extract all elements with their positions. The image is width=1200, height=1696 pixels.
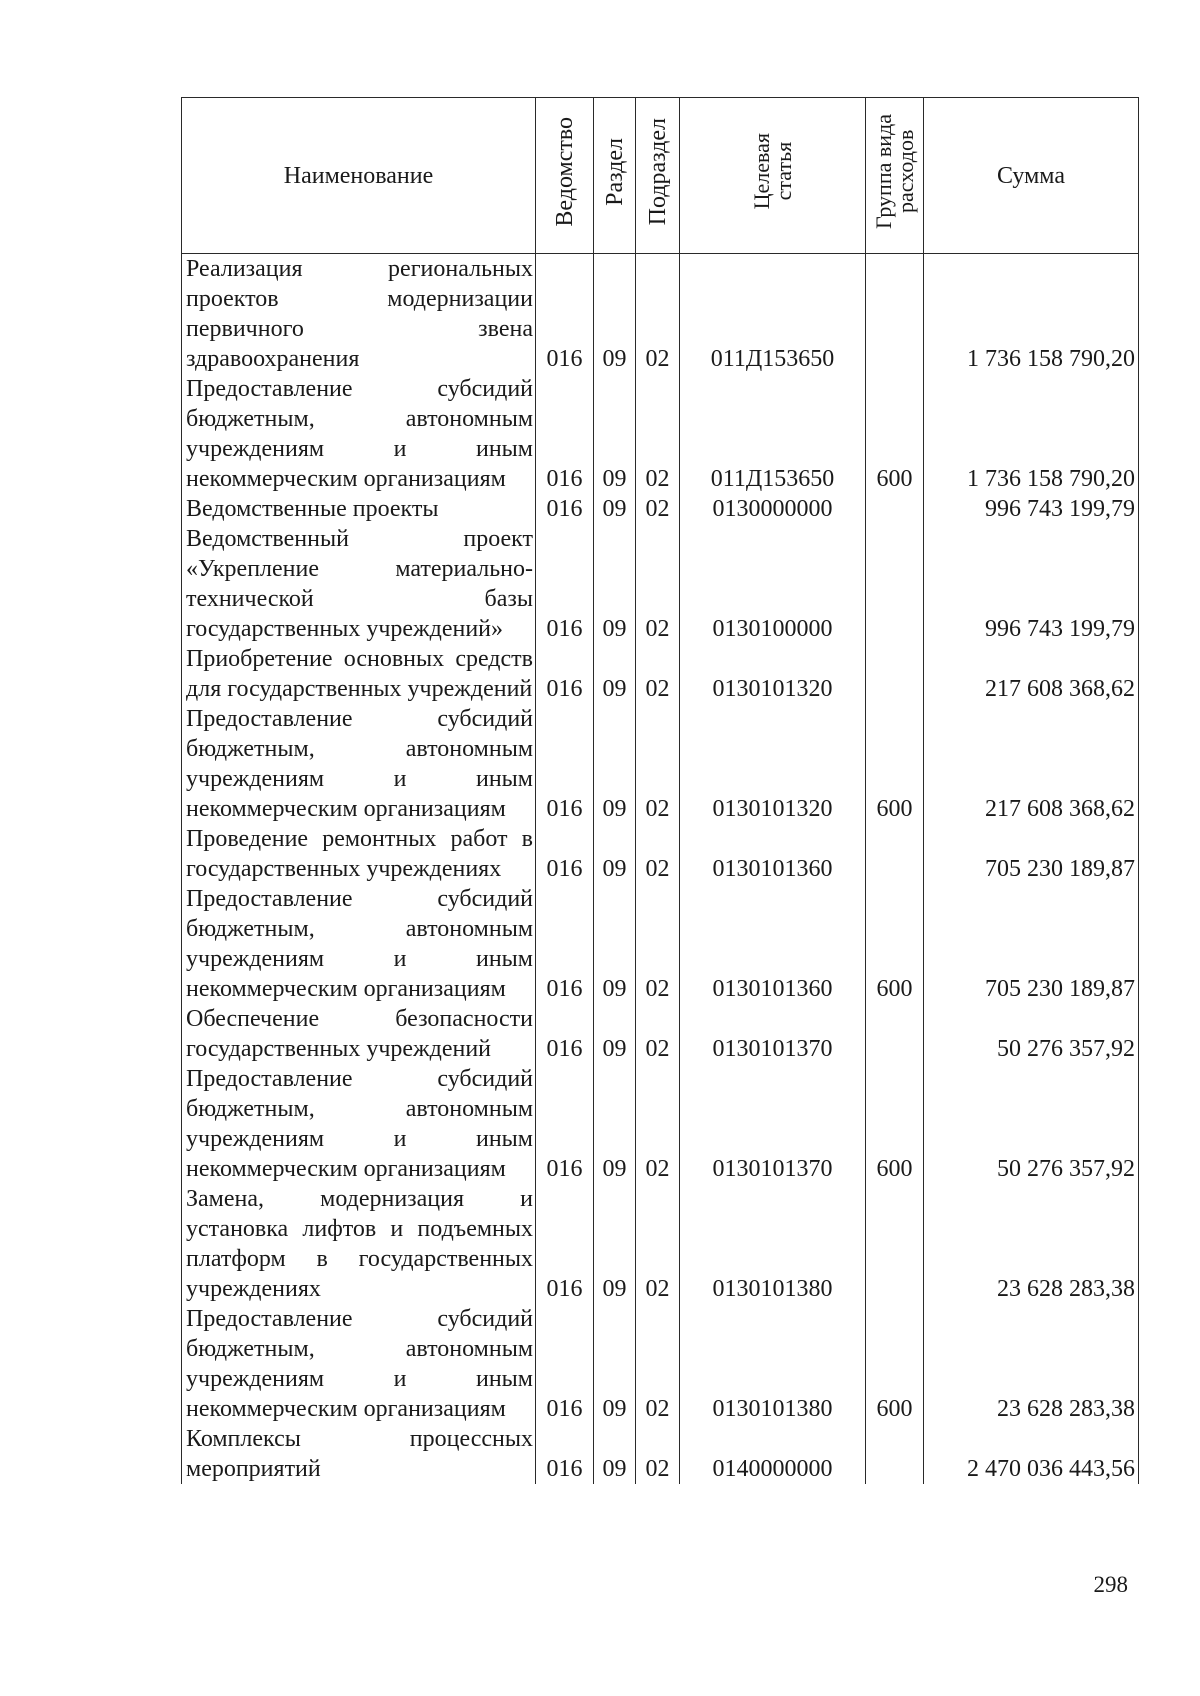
sum-cell: 23 628 283,38 — [924, 1304, 1139, 1424]
department-cell: 016 — [536, 644, 594, 704]
subsection-cell: 02 — [636, 494, 680, 524]
sum-cell: 217 608 368,62 — [924, 644, 1139, 704]
department-cell: 016 — [536, 524, 594, 644]
department-cell: 016 — [536, 824, 594, 884]
header-department: Ведомство — [536, 98, 594, 254]
target-article-cell: 0130101320 — [680, 644, 866, 704]
target-article-cell: 0130101360 — [680, 824, 866, 884]
sum-cell: 705 230 189,87 — [924, 884, 1139, 1004]
department-cell: 016 — [536, 374, 594, 494]
row-name-cell: Проведение ремонтных работ в государственных учреждениях — [182, 824, 536, 884]
sum-cell: 50 276 357,92 — [924, 1064, 1139, 1184]
subsection-cell: 02 — [636, 1424, 680, 1484]
subsection-cell: 02 — [636, 704, 680, 824]
target-article-cell: 0130101360 — [680, 884, 866, 1004]
department-cell: 016 — [536, 704, 594, 824]
subsection-cell: 02 — [636, 1064, 680, 1184]
department-cell: 016 — [536, 1184, 594, 1304]
row-name-cell: Ведомственные проекты — [182, 494, 536, 524]
section-cell: 09 — [594, 254, 636, 375]
row-name-cell: Комплексы процессных мероприятий — [182, 1424, 536, 1484]
page-number: 298 — [1093, 1572, 1128, 1597]
section-cell: 09 — [594, 1184, 636, 1304]
section-cell: 09 — [594, 1424, 636, 1484]
target-article-cell: 0130101380 — [680, 1304, 866, 1424]
section-cell: 09 — [594, 1064, 636, 1184]
budget-table — [181, 97, 1139, 1484]
header-subsection: Подраздел — [636, 98, 680, 254]
table-body — [182, 254, 1139, 1485]
expense-group-cell — [866, 1424, 924, 1484]
section-cell: 09 — [594, 704, 636, 824]
row-name-cell: Приобретение основных средств для государственных учреждений — [182, 644, 536, 704]
subsection-cell: 02 — [636, 884, 680, 1004]
section-cell: 09 — [594, 824, 636, 884]
subsection-cell: 02 — [636, 644, 680, 704]
table-row — [182, 884, 1139, 1004]
expense-group-cell: 600 — [866, 1064, 924, 1184]
table-row — [182, 704, 1139, 824]
sum-cell: 23 628 283,38 — [924, 1184, 1139, 1304]
subsection-cell: 02 — [636, 374, 680, 494]
expense-group-cell — [866, 644, 924, 704]
expense-group-cell — [866, 254, 924, 375]
row-name-cell: Обеспечение безопасности государственных учреждений — [182, 1004, 536, 1064]
department-cell: 016 — [536, 1004, 594, 1064]
row-name-cell: Предоставление субсидий бюджетным, автономным учреждениям и иным некоммерческим организациям — [182, 884, 536, 1004]
sum-cell: 217 608 368,62 — [924, 704, 1139, 824]
sum-cell: 996 743 199,79 — [924, 524, 1139, 644]
target-article-cell: 0140000000 — [680, 1424, 866, 1484]
section-cell: 09 — [594, 524, 636, 644]
table-row — [182, 1184, 1139, 1304]
row-name-cell: Реализация региональных проектов модернизации первичного звена здравоохранения — [182, 254, 536, 375]
section-cell: 09 — [594, 1004, 636, 1064]
expense-group-cell: 600 — [866, 704, 924, 824]
sum-cell: 50 276 357,92 — [924, 1004, 1139, 1064]
subsection-cell: 02 — [636, 524, 680, 644]
table-row — [182, 1064, 1139, 1184]
sum-cell: 2 470 036 443,56 — [924, 1424, 1139, 1484]
table-row — [182, 494, 1139, 524]
expense-group-cell — [866, 824, 924, 884]
department-cell: 016 — [536, 494, 594, 524]
subsection-cell: 02 — [636, 1304, 680, 1424]
table-row — [182, 644, 1139, 704]
department-cell: 016 — [536, 1424, 594, 1484]
department-cell: 016 — [536, 1304, 594, 1424]
target-article-cell: 011Д153650 — [680, 254, 866, 375]
table-row — [182, 524, 1139, 644]
row-name-cell: Замена, модернизация и установка лифтов и подъемных платформ в государственных учреждениях — [182, 1184, 536, 1304]
table-header-row — [182, 98, 1139, 254]
expense-group-cell — [866, 1004, 924, 1064]
subsection-cell: 02 — [636, 254, 680, 375]
target-article-cell: 0130101370 — [680, 1004, 866, 1064]
department-cell: 016 — [536, 1064, 594, 1184]
sum-cell: 1 736 158 790,20 — [924, 374, 1139, 494]
row-name-cell: Предоставление субсидий бюджетным, автономным учреждениям и иным некоммерческим организациям — [182, 1064, 536, 1184]
subsection-cell: 02 — [636, 1004, 680, 1064]
row-name-cell: Предоставление субсидий бюджетным, автономным учреждениям и иным некоммерческим организациям — [182, 374, 536, 494]
target-article-cell: 0130101320 — [680, 704, 866, 824]
department-cell: 016 — [536, 254, 594, 375]
target-article-cell: 0130101380 — [680, 1184, 866, 1304]
expense-group-cell: 600 — [866, 1304, 924, 1424]
sum-cell: 996 743 199,79 — [924, 494, 1139, 524]
section-cell: 09 — [594, 644, 636, 704]
header-sum: Сумма — [924, 98, 1139, 254]
expense-group-cell — [866, 524, 924, 644]
target-article-cell: 0130101370 — [680, 1064, 866, 1184]
target-article-cell: 011Д153650 — [680, 374, 866, 494]
table-row — [182, 1304, 1139, 1424]
row-name-cell: Предоставление субсидий бюджетным, автономным учреждениям и иным некоммерческим организациям — [182, 704, 536, 824]
table-row — [182, 824, 1139, 884]
sum-cell: 1 736 158 790,20 — [924, 254, 1139, 375]
section-cell: 09 — [594, 884, 636, 1004]
table-row — [182, 254, 1139, 375]
section-cell: 09 — [594, 1304, 636, 1424]
target-article-cell: 0130100000 — [680, 524, 866, 644]
department-cell: 016 — [536, 884, 594, 1004]
expense-group-cell — [866, 1184, 924, 1304]
section-cell: 09 — [594, 374, 636, 494]
header-target-article: Целевая статья — [680, 98, 866, 254]
expense-group-cell: 600 — [866, 884, 924, 1004]
target-article-cell: 0130000000 — [680, 494, 866, 524]
table-row — [182, 1004, 1139, 1064]
header-name: Наименование — [182, 98, 536, 254]
header-section: Раздел — [594, 98, 636, 254]
subsection-cell: 02 — [636, 1184, 680, 1304]
header-expense-group: Группа вида расходов — [866, 98, 924, 254]
table-row — [182, 1424, 1139, 1484]
expense-group-cell: 600 — [866, 374, 924, 494]
row-name-cell: Ведомственный проект «Укрепление материально-технической базы государственных учреждений» — [182, 524, 536, 644]
row-name-cell: Предоставление субсидий бюджетным, автономным учреждениям и иным некоммерческим организациям — [182, 1304, 536, 1424]
expense-group-cell — [866, 494, 924, 524]
section-cell: 09 — [594, 494, 636, 524]
sum-cell: 705 230 189,87 — [924, 824, 1139, 884]
table-row — [182, 374, 1139, 494]
subsection-cell: 02 — [636, 824, 680, 884]
